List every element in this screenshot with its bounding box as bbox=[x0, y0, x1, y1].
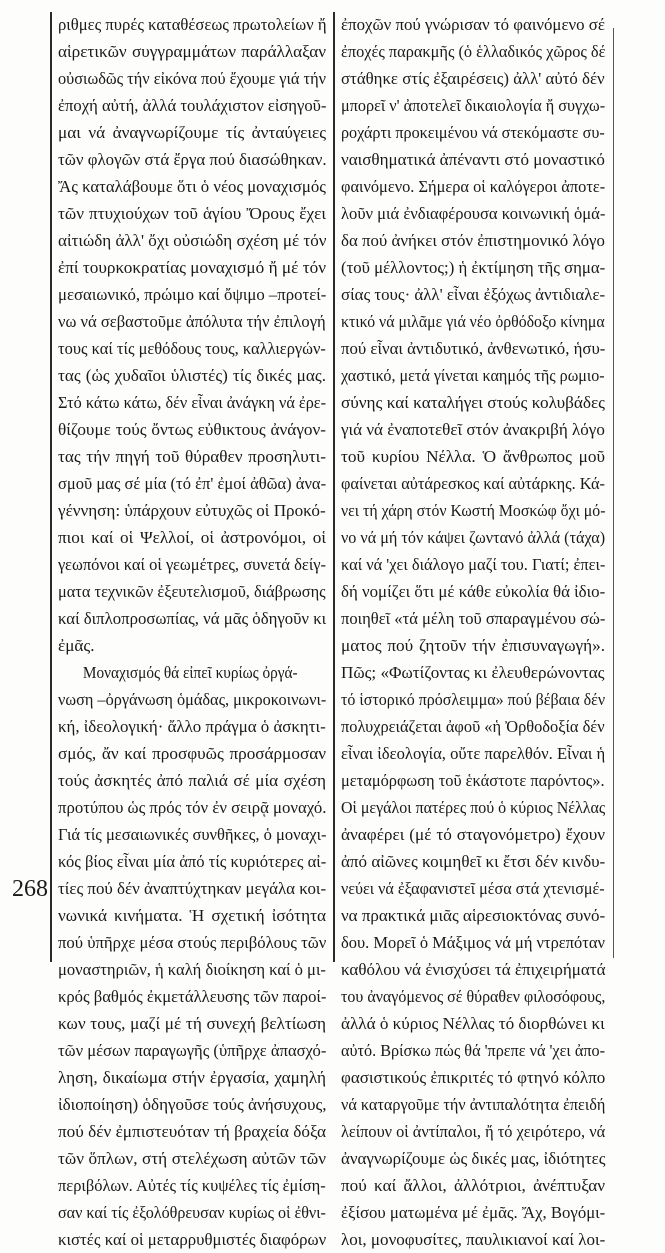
text-line: μπορεῖ ν' ἀποτελεῖ δικαιολογία ἤ συγχω- bbox=[341, 96, 606, 115]
text-line: μεταμόρφωση τοῦ ἑκάστοτε παρόντος». bbox=[341, 771, 605, 790]
text-line: του ἀναγόμενος σέ θύραθεν φιλοσόφους, bbox=[341, 987, 606, 1006]
text-line: προτύπου ὡς πρός τόν ἐν σειρᾷ μοναχό. bbox=[58, 798, 327, 817]
text-line: τας τήν πηγή τοῦ θύραθεν προσηλυτι- bbox=[58, 447, 326, 466]
text-line: ἐποχή αὐτή, ἀλλά τουλάχιστον εἰσηγοῦ- bbox=[58, 96, 327, 115]
text-line: ματος πού ζητοῦν τήν ἐπισυναγωγή». bbox=[341, 636, 605, 655]
text-line: ἀναφέρει (μέ τό σταγονόμετρο) ἔχουν bbox=[341, 825, 605, 844]
column-divider-rule bbox=[333, 12, 335, 962]
text-line: λοι, μονοφυσίτες, παυλικιανοί καί λοι- bbox=[341, 1230, 606, 1249]
text-line: ἐμᾶς. bbox=[58, 636, 95, 655]
text-line: τούς ἀσκητές ἀπό παλιά σέ μία σχέση bbox=[58, 771, 326, 790]
text-line: Πῶς; «Φωτίζοντας κι ἐλευθερώνοντας bbox=[341, 663, 605, 682]
text-line: αἱρετικῶν συγγραμμάτων παράλλαξαν bbox=[58, 42, 326, 61]
text-line: κή, ἰδεολογική· ἄλλο πράγμα ὁ ἀσκητι- bbox=[58, 717, 326, 736]
page-number: 268 bbox=[12, 876, 48, 902]
text-line: νά καταργοῦμε τήν ἀντιπαλότητα ἐπειδή bbox=[341, 1095, 606, 1114]
text-line: τῶν μέσων παραγωγῆς (ὑπῆρχε ἀπασχό- bbox=[58, 1041, 327, 1060]
text-line: ἐποχῶν πού γνώρισαν τό φαινόμενο σέ bbox=[341, 15, 605, 34]
text-line: Οἱ μεγάλοι πατέρες πού ὁ κύριος Νέλλας bbox=[341, 798, 606, 817]
text-line: αἰτιώδη ἀλλ' ὄχι οὐσιώδη σχέση μέ τόν bbox=[58, 231, 327, 250]
text-line: ἐποχές παρακμῆς (ὁ ἑλλαδικός χῶρος δέ bbox=[341, 42, 606, 61]
text-line: πού καί ἄλλοι, ἀλλότριοι, ἀνέπτυξαν bbox=[341, 1176, 605, 1195]
text-line: ἀπό αἰῶνες κοιμηθεῖ κι ἔτσι δέν κινδυ- bbox=[341, 852, 606, 871]
text-line: κων τους, μαζί μέ τή συνεχή βελτίωση bbox=[58, 1014, 326, 1033]
text-line: Γιά τίς μεσαιωνικές συνθῆκες, ὁ μοναχι- bbox=[58, 825, 327, 844]
text-line: ναισθηματικά ἀπέναντι στό μοναστικό bbox=[341, 150, 605, 169]
text-line: σμοῦ μας σέ μία (τό ἐπ' ἐμοί ἀθῶα) ἀνα- bbox=[58, 474, 327, 493]
text-line: ἀναγνωρίζουμε ὡς δικές μας, ἰδιότητες bbox=[341, 1149, 606, 1168]
text-line: ληση, δικαίωμα στήν ἐργασία, χαμηλή bbox=[58, 1068, 326, 1087]
text-line: νωνικά κινήματα. Ἡ σχετική ἰσότητα bbox=[58, 906, 326, 925]
text-line: θίζουμε τούς ὄντως εὐθικτους ἀνάγον- bbox=[58, 420, 326, 439]
text-line: σμός, ἄν καί προσφυῶς προσάρμοσαν bbox=[58, 744, 326, 763]
text-line: ριθμες πυρές καταθέσεως πρωτολείων ἤ bbox=[58, 15, 327, 34]
text-line: γιά νά ἐναποτεθεῖ στόν ἀνακριβή λόγο bbox=[341, 420, 605, 439]
text-line: κρός βαθμός ἐκμετάλλευσης τῶν παροί- bbox=[58, 987, 327, 1006]
text-line: οὐσιωδῶς τήν εἰκόνα πού ἔχουμε γιά τήν bbox=[58, 69, 327, 88]
text-line: (τοῦ μέλλοντος;) ἡ ἐκτίμηση τῆς σημα- bbox=[341, 258, 606, 277]
text-line: δα πού ἀνήκει στόν ἐπιστημονικό λόγο bbox=[341, 231, 605, 250]
text-line: φαινόμενο. Σήμερα οἱ καλόγεροι ἀποτε- bbox=[341, 177, 606, 196]
text-line: καί νά 'χει διάλογο μαζί του. Γιατί; ἐπει- bbox=[341, 555, 606, 574]
text-line: αὐτό. Βρίσκω πώς θά 'πρεπε νά 'χει ἀπο- bbox=[341, 1041, 606, 1060]
text-line: χαστικό, μετά γίνεται καημός τῆς ρωμιο- bbox=[341, 366, 605, 385]
text-line: περιβόλων. Αὐτές τίς κυψέλες τίς ἐμίση- bbox=[58, 1176, 326, 1195]
right-margin-rule bbox=[613, 28, 614, 958]
text-line: πού δέν ἐμπιστευόταν τή βραχεία δόξα bbox=[58, 1122, 326, 1141]
text-line: δή νομίζει ὅτι μέ κάθε εὐκολία θά ἰδιο- bbox=[341, 582, 606, 601]
text-line: εἶναι ἰδεολογία, οὔτε παρελθόν. Εἶναι ἡ bbox=[341, 744, 606, 763]
text-line: μεσαιωνικό, πρώιμο καί ὄψιμο –προτεί- bbox=[58, 285, 327, 304]
text-line: γέννηση: ὑπάρχουν εὐτυχῶς οἱ Προκό- bbox=[58, 501, 326, 520]
text-line: τας (ὡς χυδαῖοι ὑλιστές) τίς δικές μας. bbox=[58, 366, 326, 385]
text-line: Μοναχισμός θά εἰπεῖ κυρίως ὀργά- bbox=[82, 663, 298, 682]
text-line: ἀλλά ὁ κύριος Νέλλας τό διορθώνει κι bbox=[341, 1014, 605, 1033]
text-line: γεωπόνοι καί οἱ γεωμέτρες, συνετά δείγ- bbox=[58, 555, 327, 574]
text-line: τῶν φλογῶν στά ἔργα πού διασώθηκαν. bbox=[58, 150, 327, 169]
text-line: πού ὑπῆρχε μέσα στούς περιβόλους τῶν bbox=[58, 933, 327, 952]
text-line: καί διπλοπροσωπίας, νά μᾶς ὁδηγοῦν κι bbox=[58, 609, 327, 628]
text-line: μοναστηριῶν, ἡ καλή διοίκηση καί ὁ μι- bbox=[58, 960, 326, 979]
text-line: ἐπί τουρκοκρατίας μοναχισμό ἤ μέ τόν bbox=[58, 258, 326, 277]
text-line: σύνης καί καταλήγει στούς κολυβάδες bbox=[341, 393, 605, 412]
text-line: νεύει νά ἐξαφανιστεῖ μέσα στά χτενισμέ- bbox=[341, 879, 605, 898]
text-line: τῶν ὅπλων, στή στελέχωση αὐτῶν τῶν bbox=[58, 1149, 326, 1168]
text-line: κός βίος εἶναι μία ἀπό τίς κυριότερες αἰ- bbox=[58, 852, 327, 871]
text-line: νει τή χάρη στόν Κωστή Μοσκώφ ὄχι μό- bbox=[341, 501, 606, 520]
text-line: λοῦν μιά ἐνδιαφέρουσα κοινωνική ὁμά- bbox=[341, 204, 606, 223]
text-line: φαίνεται αὐτάρεσκος καί αὐτάρκης. Κά- bbox=[341, 474, 605, 493]
right-text-column bbox=[341, 11, 605, 1253]
text-line: πού εἶναι ἀντιδυτικό, ἀνθενωτικό, ἡσυ- bbox=[341, 339, 606, 358]
text-line: να πρακτικά μιᾶς αἱρεσιοκτόνας συνό- bbox=[341, 906, 606, 925]
text-line: νο νά μή τόν κάψει ζωντανό ἀλλά (τάχα) bbox=[341, 528, 606, 547]
text-line: ἰδιοποίηση) ὁδηγοῦσε τούς ἀνήσυχους, bbox=[58, 1095, 327, 1114]
text-line: σίας τους· ἀλλ' εἶναι ἐξόχως ἀντιδιαλε- bbox=[341, 285, 606, 304]
text-line: ἐξίσου ματωμένα μέ ἐμᾶς. Ἄχ, Βογόμι- bbox=[341, 1203, 606, 1222]
text-line: νωση –ὀργάνωση ὁμάδας, μικροκοινωνι- bbox=[58, 690, 327, 709]
text-line: στάθηκε στίς ἐξαιρέσεις) ἀλλ' αὐτό δέν bbox=[341, 69, 605, 88]
text-line: τίες πού δέν ἀναπτύχτηκαν μεγάλα κοι- bbox=[58, 879, 327, 898]
text-line: τους καί τίς μεθόδους τους, καλλιεργών- bbox=[58, 339, 326, 358]
text-line: τῶν πτυχιούχων τοῦ ἁγίου Ὄρους ἔχει bbox=[58, 204, 326, 223]
text-line: τό ἱστορικό πρόσλειμμα» πού βέβαια δέν bbox=[341, 690, 606, 709]
text-line: καθόλου νά ἐνισχύσει τά ἐπιχειρήματά bbox=[341, 960, 606, 979]
text-line: τοῦ κυρίου Νέλλα. Ὁ ἄνθρωπος μοῦ bbox=[341, 447, 605, 466]
text-line: πολυχρειάζεται ἀφοῦ «ἡ Ὀρθοδοξία δέν bbox=[341, 717, 605, 736]
text-line: λείπουν οἱ ἀντίπαλοι, ἤ τό χειρότερο, νά bbox=[341, 1122, 606, 1141]
text-line: πιοι καί οἱ Ψελλοί, οἱ ἀστρονόμοι, οἱ bbox=[58, 528, 326, 547]
text-line: Στό κάτω κάτω, δέν εἶναι ἀνάγκη νά ἐρε- bbox=[58, 393, 327, 412]
text-line: ματα τεχνικῶν ἐξευτελισμοῦ, διάβρωσης bbox=[58, 582, 326, 601]
text-line: σαν καί τίς ἐξολόθρευσαν κυρίως οἱ ἐθνι- bbox=[58, 1203, 326, 1222]
text-line: Ἄς καταλάβουμε ὅτι ὁ νέος μοναχισμός bbox=[58, 177, 326, 196]
left-margin-rule bbox=[50, 12, 52, 962]
left-text-column bbox=[58, 11, 326, 1253]
text-line: μαι νά ἀναγνωρίζουμε τίς ἀνταύγειες bbox=[58, 123, 326, 142]
text-line: ποιηθεῖ «τά μέλη τοῦ σπαραγμένου σώ- bbox=[341, 609, 606, 628]
text-line: ροχάρτι προκειμένου νά στεκόμαστε συ- bbox=[341, 123, 605, 142]
text-line: κτικό νά μιλᾶμε γιά νέο ὀρθόδοξο κίνημα bbox=[341, 312, 605, 331]
text-line: δου. Μορεῖ ὁ Μάξιμος νά μή ντρεπόταν bbox=[341, 933, 605, 952]
text-line: νω νά σεβαστοῦμε ἀπόλυτα τήν ἐπιλογή bbox=[58, 312, 326, 331]
text-line: φασιστικούς ἐπικριτές τό φτηνό κόλπο bbox=[341, 1068, 606, 1087]
text-line: κιστές καί οἱ μεταρρυθμιστές διαφόρων bbox=[58, 1230, 327, 1249]
